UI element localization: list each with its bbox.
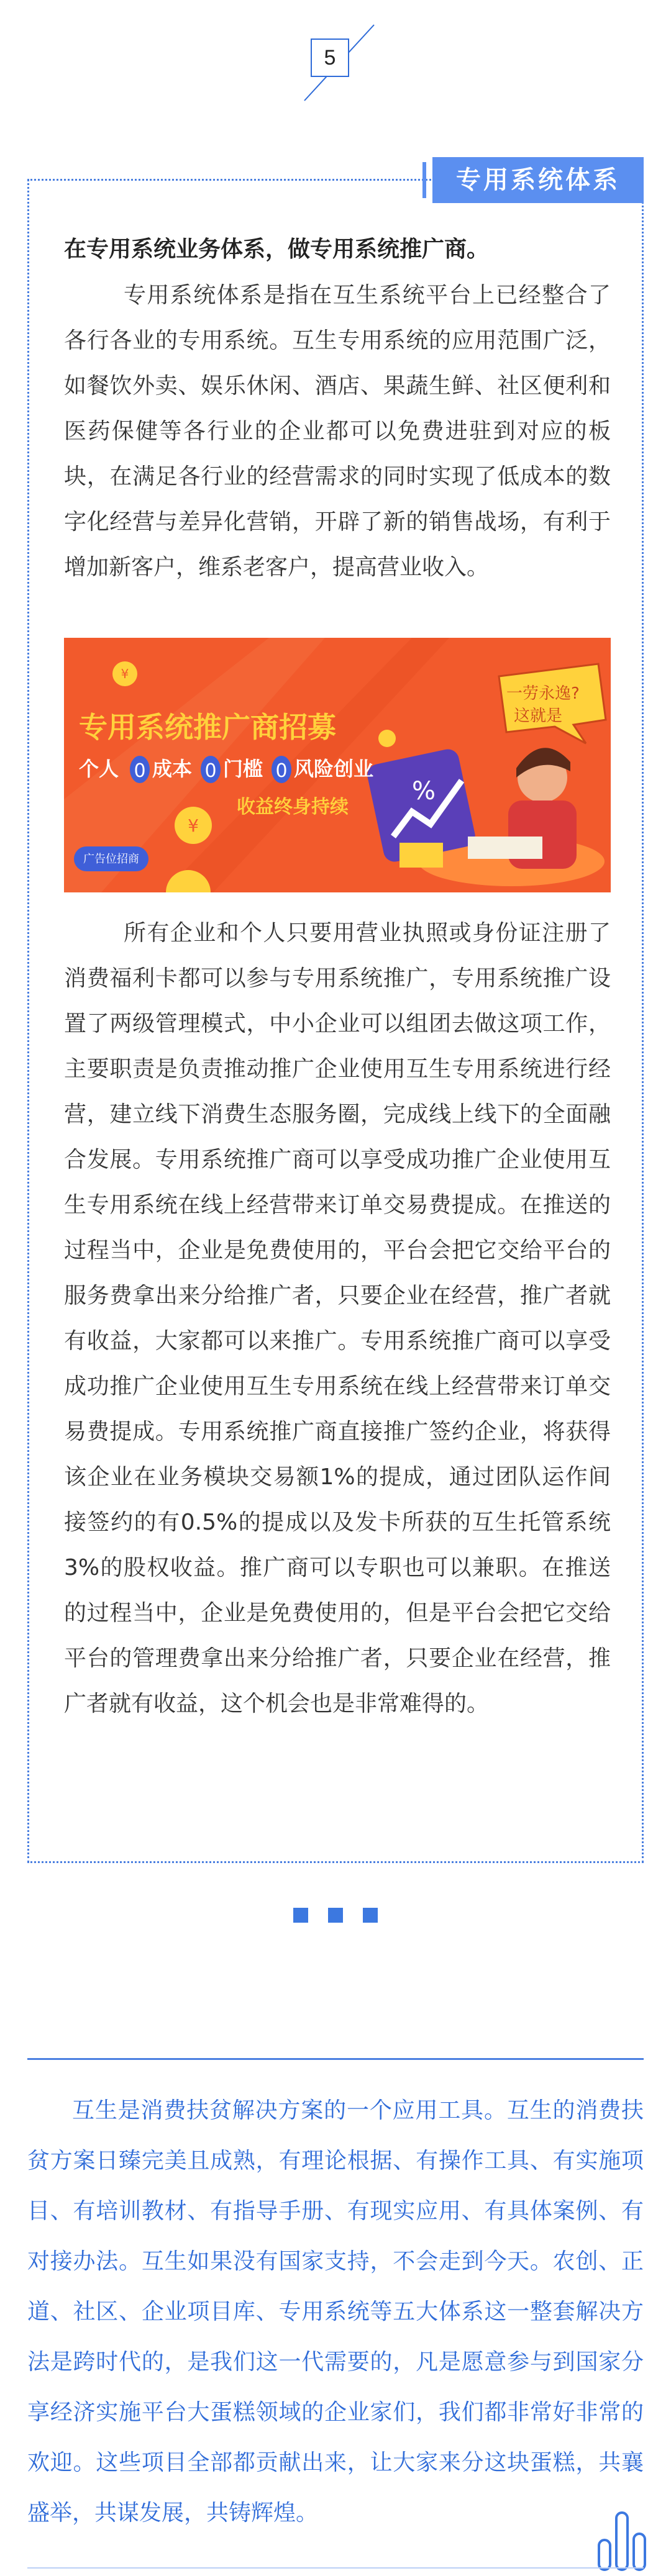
svg-text:0: 0 [134, 760, 146, 782]
paragraph-promotion: 所有企业和个人只要用营业执照或身份证注册了消费福利卡都可以参与专用系统推广，专用系统推广设置了两级管理模式，中小企业可以组团去做这项工作，主要职责是负责推动推广企业使用互生专用系统进行经营，建立线下消费生态服务圈，完成线上线下的全面融合发展。专用系统推广商可以享受成功推广企业使用互生专用系统在线上经营带来订单交易费提成。在推送的过程当中，企业是免费使用的，平台会把它交给平台的服务费拿出来分给推广者，只要企业在经营，推广者就有收益，大家都可以来推广。专用系统推广商可以享受成功推广企业使用互生专用系统在线上经营带来订单交易费提成。专用系统推广商直接推广签约企业，将获得该企业在业务模块交易额1%的提成，通过团队运作间接签约的有0.5%的提成以及发卡所获的互生托管系统3%的股权收益。推广商可以专职也可以兼职。在推送的过程当中，企业是免费使用的，但是平台会把它交给平台的管理费拿出来分给推广者，只要企业在经营，推广者就有收益，这个机会也是非常难得的。 [64, 920, 611, 1717]
separator-dot [293, 1908, 308, 1923]
frame-title: 专用系统体系 [432, 157, 644, 203]
separator-dots [293, 1908, 380, 1924]
svg-text:0: 0 [275, 760, 288, 782]
svg-text:广告位招商: 广告位招商 [83, 853, 139, 866]
svg-text:这就是: 这就是 [514, 707, 563, 725]
banner-graphic [64, 638, 611, 892]
svg-text:个人: 个人 [79, 757, 119, 781]
content-frame [27, 166, 644, 1863]
lead-text: 在专用系统业务体系，做专用系统推广商。 [64, 237, 490, 262]
separator-dot [328, 1908, 343, 1923]
divider-top [27, 2058, 644, 2060]
paragraph-intro: 专用系统体系是指在互生系统平台上已经整合了各行各业的专用系统。互生专用系统的应用范围广泛，如餐饮外卖、娱乐休闲、酒店、果蔬生鲜、社区便利和医药保健等各行业的企业都可以免费进驻到对应的板块，在满足各行业的经营需求的同时实现了低成本的数字化经营与差异化营销，开辟了新的销售战场，有利于增加新客户，维系老客户，提高营业收入。 [64, 283, 611, 580]
section-number: 5 [311, 39, 349, 77]
svg-text:一劳永逸?: 一劳永逸? [506, 684, 580, 703]
svg-text:风险创业: 风险创业 [294, 757, 374, 781]
svg-text:收益终身持续: 收益终身持续 [237, 796, 349, 818]
divider-bottom [27, 2567, 644, 2569]
section-number-badge [302, 24, 377, 104]
svg-text:专用系统推广商招募: 专用系统推广商招募 [79, 710, 336, 744]
paragraph-summary: 互生是消费扶贫解决方案的一个应用工具。互生的消费扶贫方案日臻完美且成熟，有理论根据、有操作工具、有实施项目、有培训教材、有指导手册、有现实应用、有具体案例、有对接办法。互生如果没有国家支持，不会走到今天。农创、正道、社区、企业项目库、专用系统等五大体系这一整套解决方法是跨时代的，是我们这一代需要的，凡是愿意参与到国家分享经济实施平台大蛋糕领域的企业家们，我们都非常好非常的欢迎。这些项目全部都贡献出来，让大家来分这块蛋糕，共襄盛举，共谋发展，共铸辉煌。 [27, 2098, 644, 2526]
svg-text:%: % [412, 777, 436, 805]
svg-text:成本: 成本 [152, 757, 193, 781]
recruit-banner [64, 638, 611, 892]
svg-text:¥: ¥ [188, 815, 199, 836]
separator-dot [363, 1908, 378, 1923]
bar-chart-icon [596, 2509, 652, 2571]
svg-text:门槛: 门槛 [223, 757, 263, 781]
svg-text:¥: ¥ [121, 666, 129, 681]
svg-text:0: 0 [204, 760, 217, 782]
